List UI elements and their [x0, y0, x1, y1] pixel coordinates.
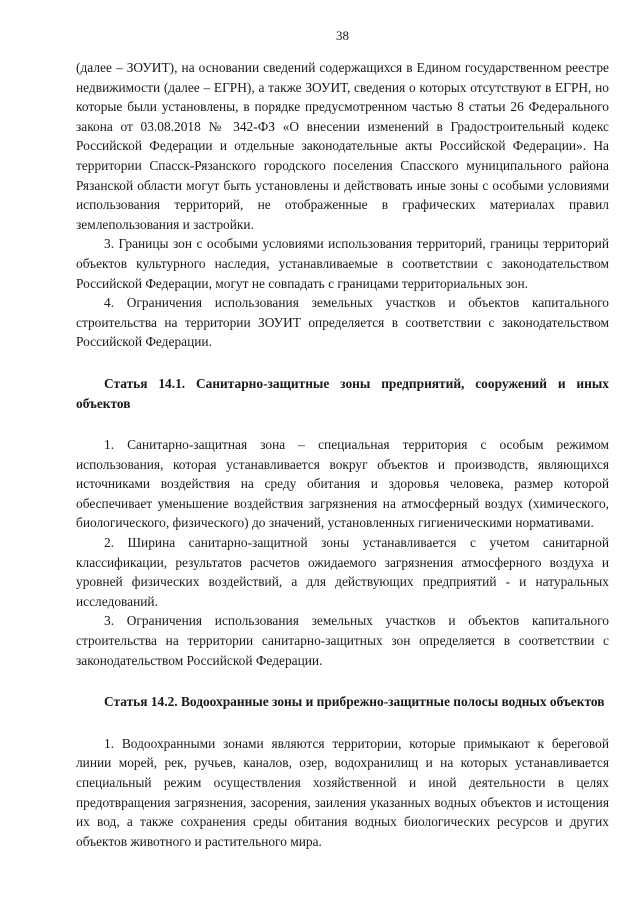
article-14-2-heading: Статья 14.2. Водоохранные зоны и прибрежно-защитные полосы водных объектов	[104, 694, 605, 710]
article-14-1-heading: Статья 14.1. Санитарно-защитные зоны предприятий, сооружений и иных объектов	[76, 375, 609, 411]
page-number: 38	[336, 28, 349, 43]
document-page	[76, 28, 609, 851]
paragraph-item-3: 3. Границы зон с особыми условиями использования территорий, границы территорий объектов культурного наследия, устанавливаемые в соответствии с законодательством Российской Федерации, могут не совпадать с границами территориальных зон.	[76, 236, 609, 291]
intro-paragraph: (далее – ЗОУИТ), на основании сведений содержащихся в Едином государственном реестре недвижимости (далее – ЕГРН), а также ЗОУИТ, сведения о которых отсутствуют в ЕГРН, но которые были установлены, в порядке предусмотренном частью 8 статьи 26 Федерального закона от 03.08.2018 № 342-ФЗ «О внесении изменений в Градостроительный кодекс Российской Федерации и отдельные законодательные акты Российской Федерации». На территории Спасск-Рязанского городского поселения Спасского муниципального района Рязанской области могут быть установлены и действовать иные зоны с особыми условиями использования территорий, не отображенные в графических материалах правил землепользования и застройки.	[76, 60, 609, 232]
article-14-1-item-2: 2. Ширина санитарно-защитной зоны устанавливается с учетом санитарной классификации, результатов расчетов ожидаемого загрязнения атмосферного воздуха и уровней физических воздействий, а для действующих предприятий - и натуральных исследований.	[76, 535, 609, 609]
article-14-2-item-1: 1. Водоохранными зонами являются территории, которые примыкают к береговой линии морей, рек, ручьев, каналов, озер, водохранилищ и на которых устанавливается специальный режим осуществления хозяйственной и иной деятельности в целях предотвращения загрязнения, засорения, заиления указанных водных объектов и истощения их вод, а также сохранения среды обитания водных биологических ресурсов и других объектов животного и растительного мира.	[76, 735, 609, 849]
article-14-1-item-3: 3. Ограничения использования земельных участков и объектов капитального строительства на территории санитарно-защитных зон определяется в соответствии с законодательством Российской Федерации.	[76, 613, 609, 668]
paragraph-item-4: 4. Ограничения использования земельных участков и объектов капитального строительства на территории ЗОУИТ определяется в соответствии с законодательством Российской Федерации.	[76, 295, 609, 350]
article-14-1-item-1: 1. Санитарно-защитная зона – специальная территория с особым режимом использования, которая устанавливается вокруг объектов и производств, являющихся источниками воздействия на среду обитания и здоровья человека, размер которой обеспечивает уменьшение воздействия загрязнения на атмосферный воздух (химического, биологического, физического) до значений, установленных гигиеническими нормативами.	[76, 437, 609, 531]
